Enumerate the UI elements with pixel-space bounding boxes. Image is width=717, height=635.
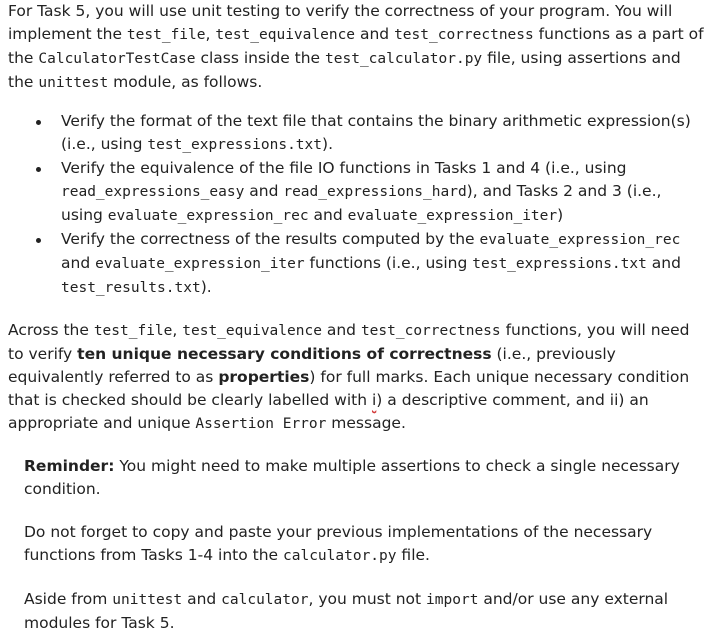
list-item bbox=[61, 110, 705, 157]
code-evaluate-expression-rec: evaluate_expression_rec bbox=[107, 208, 309, 224]
intro-text: For Task 5, you will use unit testing to verify the correctness of your program. You will implement the bbox=[8, 2, 673, 43]
item-text: ) bbox=[557, 206, 564, 224]
item-text: and bbox=[244, 182, 284, 200]
para-text: , bbox=[172, 321, 183, 339]
reminder-label: Reminder: bbox=[24, 457, 115, 475]
item-text: Verify the correctness of the results computed by the bbox=[61, 230, 480, 248]
note-text: and bbox=[182, 590, 222, 608]
code-calculator-test-case: CalculatorTestCase bbox=[38, 51, 196, 67]
para-text: functions, you will need to verify bbox=[8, 321, 690, 363]
para-text: (i.e., previously equivalently referred to as bbox=[8, 345, 616, 386]
emphasis-ten-conditions: ten unique necessary conditions of correctness bbox=[77, 345, 492, 363]
import-note-paragraph bbox=[24, 588, 705, 635]
code-evaluate-expression-rec: evaluate_expression_rec bbox=[479, 232, 681, 248]
code-test-file: test_file bbox=[126, 27, 206, 43]
code-test-expressions: test_expressions.txt bbox=[147, 137, 323, 153]
para-text: ) for full marks. Each unique necessary condition that is checked should be clearly labelled with bbox=[8, 368, 690, 409]
intro-text: file, using assertions and the bbox=[8, 49, 681, 91]
code-test-results: test_results.txt bbox=[61, 280, 201, 296]
code-evaluate-expression-iter: evaluate_expression_iter bbox=[347, 208, 558, 224]
para-text: and bbox=[321, 321, 361, 339]
code-test-file: test_file bbox=[93, 323, 173, 339]
reminder-text: You might need to make multiple assertions to check a single necessary condition. bbox=[24, 457, 680, 498]
note-text: and/or use any external modules for Task 5. bbox=[24, 590, 669, 632]
intro-text: class inside the bbox=[195, 49, 326, 67]
item-text: ). bbox=[322, 135, 333, 153]
code-test-correctness: test_correctness bbox=[394, 27, 534, 43]
item-text: functions (i.e., using bbox=[304, 254, 473, 272]
code-assertion-error: Assertion Error bbox=[195, 416, 327, 432]
item-text: Verify the format of the text file that contains the binary arithmetic expression(s) (i.e., using bbox=[61, 112, 691, 153]
intro-text: , bbox=[205, 25, 216, 43]
item-text: and bbox=[646, 254, 681, 272]
note-text: , you must not bbox=[308, 590, 427, 608]
conditions-paragraph bbox=[8, 319, 705, 436]
emphasis-properties: properties bbox=[218, 368, 310, 386]
para-text: ) a descriptive comment, and ii) an appropriate and unique bbox=[8, 391, 649, 432]
code-test-calculator-py: test_calculator.py bbox=[325, 51, 483, 67]
intro-text: functions as a part of the bbox=[8, 25, 704, 67]
code-read-expressions-easy: read_expressions_easy bbox=[61, 184, 245, 200]
reminder-block bbox=[24, 455, 705, 635]
intro-text: and bbox=[355, 25, 395, 43]
list-item bbox=[61, 157, 705, 228]
note-text: Aside from bbox=[24, 590, 113, 608]
code-unittest: unittest bbox=[38, 75, 109, 91]
item-text: and bbox=[61, 254, 96, 272]
item-text: and bbox=[308, 206, 348, 224]
item-text: ). bbox=[200, 278, 212, 296]
code-unittest: unittest bbox=[112, 592, 183, 608]
para-text: Across the bbox=[8, 321, 94, 339]
item-text: ), and Tasks 2 and 3 (i.e., using bbox=[61, 182, 662, 224]
para-text: message. bbox=[326, 414, 406, 432]
code-test-equivalence: test_equivalence bbox=[182, 323, 322, 339]
requirements-list bbox=[8, 110, 705, 300]
code-test-expressions: test_expressions.txt bbox=[472, 256, 647, 272]
code-test-equivalence: test_equivalence bbox=[215, 27, 356, 43]
note-text: file. bbox=[396, 546, 430, 564]
code-calculator-py: calculator.py bbox=[283, 548, 397, 564]
spellcheck-marked-word: i bbox=[371, 391, 377, 409]
intro-paragraph bbox=[8, 0, 705, 95]
reminder-paragraph bbox=[24, 455, 705, 501]
code-calculator: calculator bbox=[221, 592, 309, 608]
copy-note-paragraph bbox=[24, 521, 705, 568]
code-import: import bbox=[426, 592, 479, 608]
list-item bbox=[61, 228, 705, 300]
code-test-correctness: test_correctness bbox=[360, 323, 501, 339]
code-read-expressions-hard: read_expressions_hard bbox=[283, 184, 467, 200]
item-text: Verify the equivalence of the file IO functions in Tasks 1 and 4 (i.e., using bbox=[61, 159, 627, 177]
code-evaluate-expression-iter: evaluate_expression_iter bbox=[95, 256, 305, 272]
intro-text: module, as follows. bbox=[108, 73, 263, 91]
note-text: Do not forget to copy and paste your previous implementations of the necessary functions from Tasks 1-4 into the bbox=[24, 523, 653, 564]
